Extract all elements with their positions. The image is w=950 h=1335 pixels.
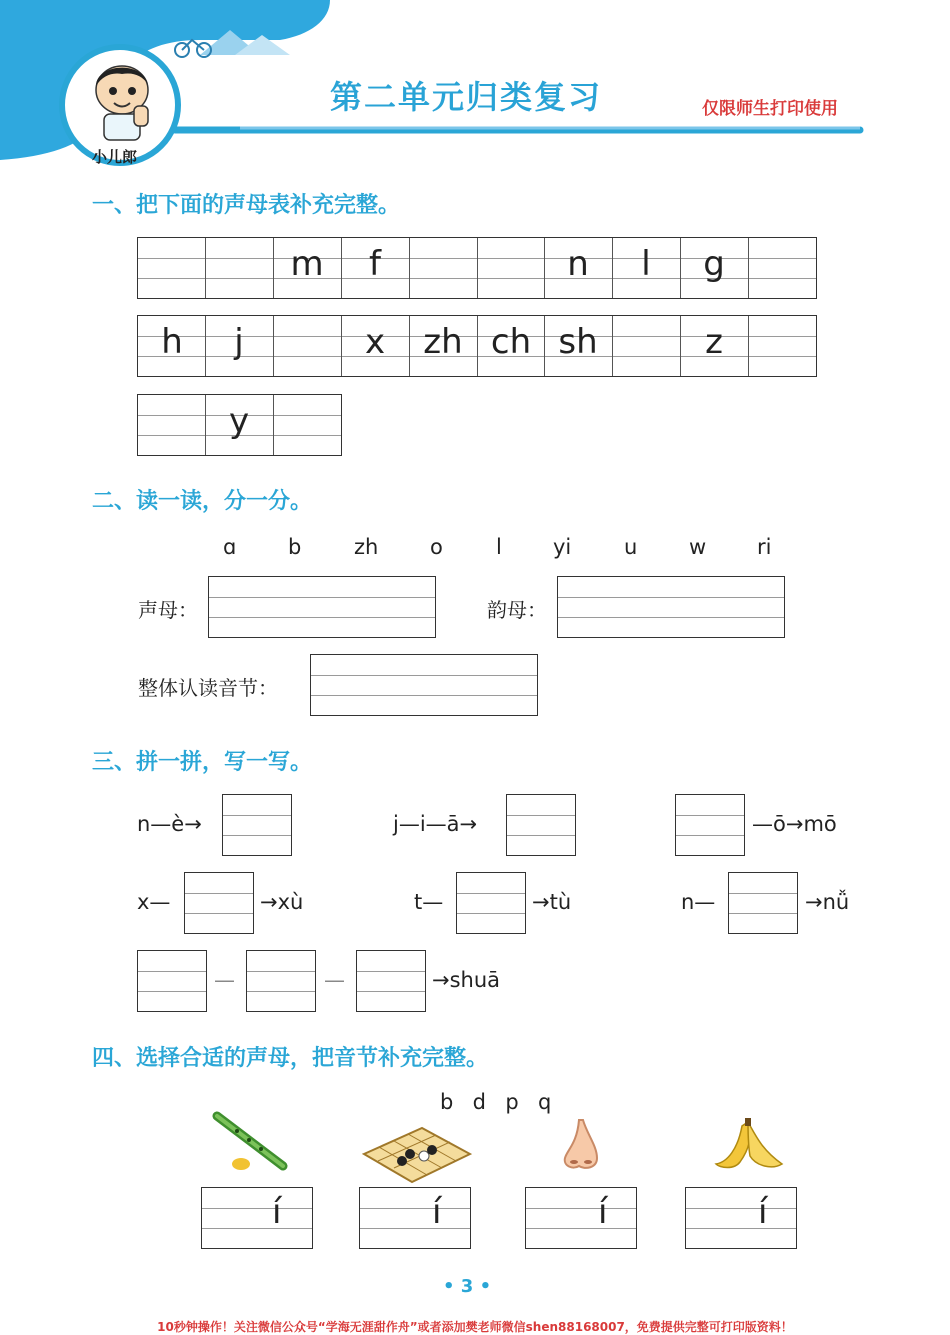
letter-item: o xyxy=(430,535,443,559)
label-yunmu: 韵母： xyxy=(487,598,547,622)
pinyin-grid-row3 xyxy=(137,394,342,456)
letter-item: u xyxy=(624,535,638,559)
page-number: • 3 • xyxy=(443,1276,492,1297)
spell-prompt: n—è→ xyxy=(137,812,202,836)
letter-item: yi xyxy=(553,535,572,559)
letter-item: w xyxy=(689,535,707,559)
grid-cell: y xyxy=(228,401,250,441)
spell-result: —ō→mō xyxy=(752,812,837,836)
grid-cell: h xyxy=(161,322,183,362)
spell-prompt: j—i—ā→ xyxy=(393,812,478,836)
spell-result: →tù xyxy=(532,890,572,914)
spell-answer-box[interactable] xyxy=(184,872,254,934)
pinyin-grid-row2 xyxy=(137,315,817,377)
grid-cell: n xyxy=(567,244,589,284)
mascot-label: 小儿郎 xyxy=(92,148,138,166)
spell-answer-box[interactable] xyxy=(675,794,745,856)
syllable-box-2[interactable] xyxy=(359,1187,471,1249)
tone-vowel: í xyxy=(432,1192,442,1232)
spell-result: →shuā xyxy=(432,968,501,992)
dash: — xyxy=(324,968,345,992)
grid-cell: z xyxy=(705,322,723,362)
syllable-box-3[interactable] xyxy=(525,1187,637,1249)
spell-answer-box[interactable] xyxy=(356,950,426,1012)
grid-cell: sh xyxy=(558,322,598,362)
letter-item: ɑ xyxy=(223,535,237,559)
section3-heading: 三、拼一拼，写一写。 xyxy=(92,750,313,775)
grid-cell: m xyxy=(290,244,324,284)
answer-box-shengmu[interactable] xyxy=(208,576,436,638)
section4-heading: 四、选择合适的声母，把音节补充完整。 xyxy=(92,1046,489,1071)
letter-item: zh xyxy=(354,535,379,559)
nose-icon xyxy=(557,1116,607,1176)
flute-icon xyxy=(207,1108,297,1178)
section1-heading: 一、把下面的声母表补充完整。 xyxy=(92,193,401,218)
tone-vowel: í xyxy=(758,1192,768,1232)
dash: — xyxy=(214,968,235,992)
grid-cell: f xyxy=(369,244,381,284)
spell-answer-box[interactable] xyxy=(456,872,526,934)
letter-item: l xyxy=(496,535,502,559)
grid-cell: zh xyxy=(423,322,463,362)
spell-answer-box[interactable] xyxy=(222,794,292,856)
spell-answer-box[interactable] xyxy=(246,950,316,1012)
section2-heading: 二、读一读，分一分。 xyxy=(92,489,313,514)
syllable-box-1[interactable] xyxy=(201,1187,313,1249)
grid-cell: l xyxy=(641,244,651,284)
spell-result: →xù xyxy=(260,890,304,914)
label-shengmu: 声母： xyxy=(138,598,198,622)
answer-box-yunmu[interactable] xyxy=(557,576,785,638)
syllable-box-4[interactable] xyxy=(685,1187,797,1249)
grid-cell: g xyxy=(703,244,725,284)
tone-vowel: í xyxy=(272,1192,282,1232)
initial-choices: b d p q xyxy=(440,1090,554,1114)
page-title: 第二单元归类复习 xyxy=(330,78,603,116)
pinyin-grid-row1 xyxy=(137,237,817,299)
spell-answer-box[interactable] xyxy=(728,872,798,934)
letter-item: b xyxy=(288,535,302,559)
header-band xyxy=(0,0,950,170)
promo-banner: 10秒钟操作！关注微信公众号“学海无涯甜作舟”或者添加樊老师微信shen88168007，免费提供完整可打印版资料！ xyxy=(157,1320,793,1334)
tone-vowel: í xyxy=(598,1192,608,1232)
spell-prompt: n— xyxy=(681,890,716,914)
spell-prompt: t— xyxy=(414,890,444,914)
letter-item: ri xyxy=(757,535,772,559)
grid-cell: ch xyxy=(490,322,532,362)
banana-peel-icon xyxy=(710,1118,790,1178)
grid-cell: j xyxy=(234,322,244,362)
chessboard-icon xyxy=(362,1124,472,1188)
spell-prompt: x— xyxy=(137,890,171,914)
mascot-icon xyxy=(82,58,162,148)
label-zhengti: 整体认读音节： xyxy=(138,676,278,700)
print-note: 仅限师生打印使用 xyxy=(702,99,838,119)
spell-answer-box[interactable] xyxy=(506,794,576,856)
spell-result: →nǚ xyxy=(805,890,850,914)
answer-box-zhengti[interactable] xyxy=(310,654,538,716)
grid-cell: x xyxy=(364,322,386,362)
spell-answer-box[interactable] xyxy=(137,950,207,1012)
